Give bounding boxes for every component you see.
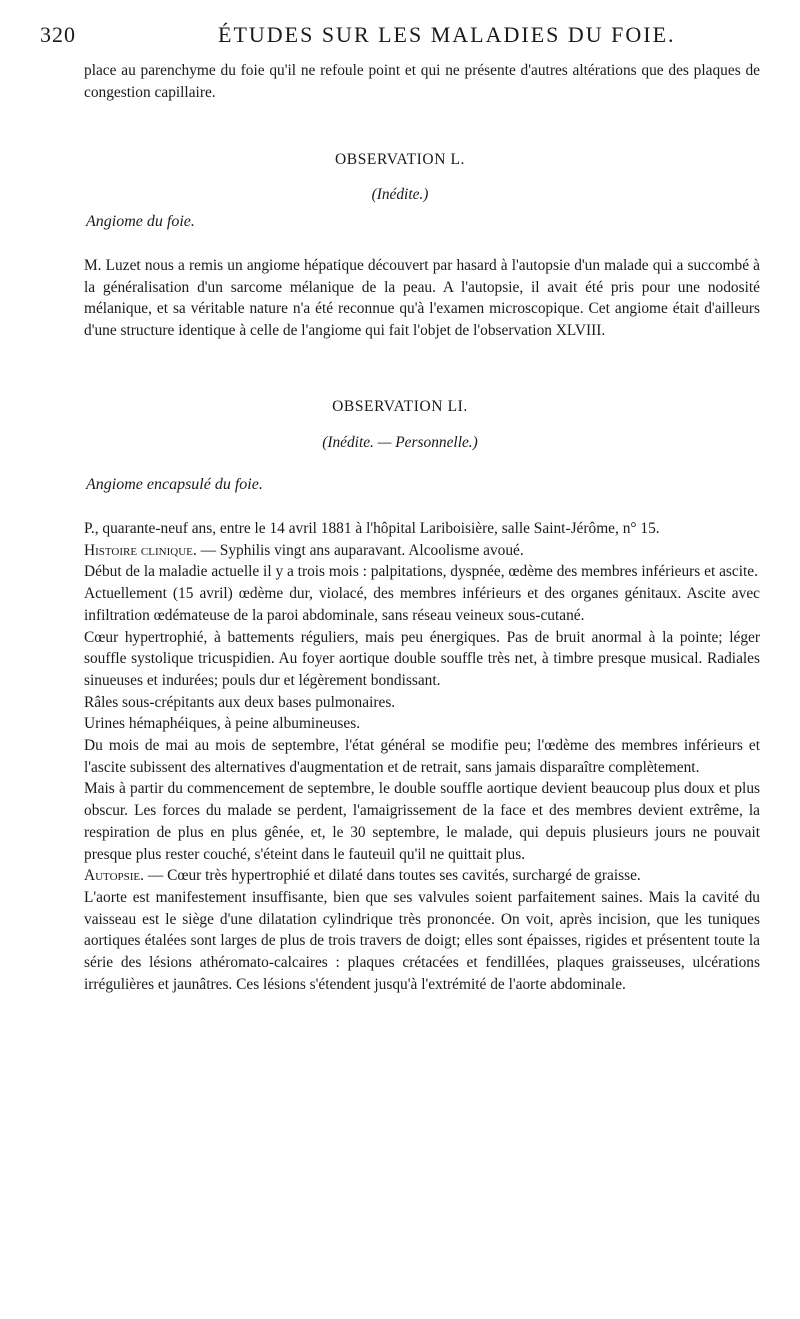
li-p10-label: Autopsie. bbox=[84, 867, 144, 885]
li-p3: Début de la maladie actuelle il y a trois mois : palpitations, dyspnée, œdème des membres inférieurs et ascite. bbox=[84, 563, 758, 581]
observation-li-body bbox=[84, 518, 760, 995]
observation-li-title: OBSERVATION LI. bbox=[332, 398, 468, 415]
li-p5: Cœur hypertrophié, à battements réguliers, mais peu énergiques. Pas de bruit anormal à la pointe; léger souffle systolique tricuspidien. Au foyer aortique double souffle très net, à timbre presque musical. Radiales sinueuses et indurées; pouls dur et légèrement bondissant. bbox=[84, 628, 760, 689]
observation-l-title: OBSERVATION L. bbox=[334, 151, 466, 168]
li-p2 bbox=[84, 540, 760, 562]
li-p11: L'aorte est manifestement insuffisante, bien que ses valvules soient parfaitement saines. Mais la cavité du vaisseau est le siège d'une dilatation cylindrique très prononcée. On voit, après incision, que les tuniques aortiques étalées sont larges de plus de trois travers de doigt; elles sont épaisses, rigides et présentent toute la série des lésions athéromato-calcaires : plaques crétacées et fendillées, plaques graisseuses, ulcérations irrégulières et jaunâtres. Ces lésions s'étendent jusqu'à l'extrémité de l'aorte abdominale. bbox=[84, 888, 760, 993]
running-header bbox=[40, 18, 770, 50]
li-p4: Actuellement (15 avril) œdème dur, violacé, des membres inférieurs et des organes génitaux. Ascite avec infiltration œdémateuse de la paroi abdominale, sans réseau veineux sous-cutané. bbox=[84, 585, 760, 624]
running-title: ÉTUDES SUR LES MALADIES DU FOIE. bbox=[218, 22, 676, 47]
li-p10-text: — Cœur très hypertrophié et dilaté dans toutes ses cavités, surchargé de graisse. bbox=[144, 867, 641, 885]
observation-li-subtitle: (Inédite. — Personnelle.) bbox=[322, 434, 478, 451]
li-p1: P., quarante-neuf ans, entre le 14 avril 1881 à l'hôpital Lariboisière, salle Saint-Jérôme, n° 15. bbox=[84, 520, 660, 537]
li-p2-label: Histoire clinique. bbox=[84, 541, 197, 559]
intro-paragraph bbox=[84, 60, 760, 103]
li-p9: Mais à partir du commencement de septembre, le double souffle aortique devient beaucoup plus doux et plus obscur. Les forces du malade se perdent, l'amaigrissement de la face et des membres devient extrême, la respiration de plus en plus gênée, et, le 30 septembre, le malade, qui depuis plusieurs jours ne pouvait presque plus rester couché, s'éteint dans le fauteuil qu'il ne quittait plus. bbox=[84, 780, 760, 863]
li-p10 bbox=[84, 865, 760, 887]
li-p2-text: — Syphilis vingt ans auparavant. Alcoolisme avoué. bbox=[196, 541, 524, 559]
li-p7: Urines hémaphéiques, à peine albumineuses. bbox=[84, 715, 361, 733]
li-p6: Râles sous-crépitants aux deux bases pulmonaires. bbox=[84, 693, 396, 711]
intro-text: place au parenchyme du foie qu'il ne refoule point et qui ne présente d'autres altérations que des plaques de congestion capillaire. bbox=[84, 62, 760, 101]
page-number: 320 bbox=[40, 22, 76, 47]
li-p8: Du mois de mai au mois de septembre, l'état général se modifie peu; l'œdème des membres inférieurs et l'ascite subissent des alternatives d'augmentation et de retrait, sans jamais disparaître complètement. bbox=[84, 737, 760, 776]
observation-l-paragraph: M. Luzet nous a remis un angiome hépatique découvert par hasard à l'autopsie d'un malade qui a succombé à la généralisation d'un sarcome mélanique de la peau. A l'autopsie, il avait été pris pour une nodosité mélanique, et sa véritable nature n'a été reconnue qu'à l'examen microscopique. Cet angiome était d'ailleurs d'une structure identique à celle de l'angiome qui fait l'objet de l'observation XLVIII. bbox=[84, 257, 760, 340]
observation-l-subtitle: (Inédite.) bbox=[371, 186, 429, 203]
observation-l-body bbox=[84, 255, 760, 342]
observation-li-case-title: Angiome encapsulé du foie. bbox=[86, 476, 263, 493]
observation-l-case-title: Angiome du foie. bbox=[86, 213, 195, 230]
